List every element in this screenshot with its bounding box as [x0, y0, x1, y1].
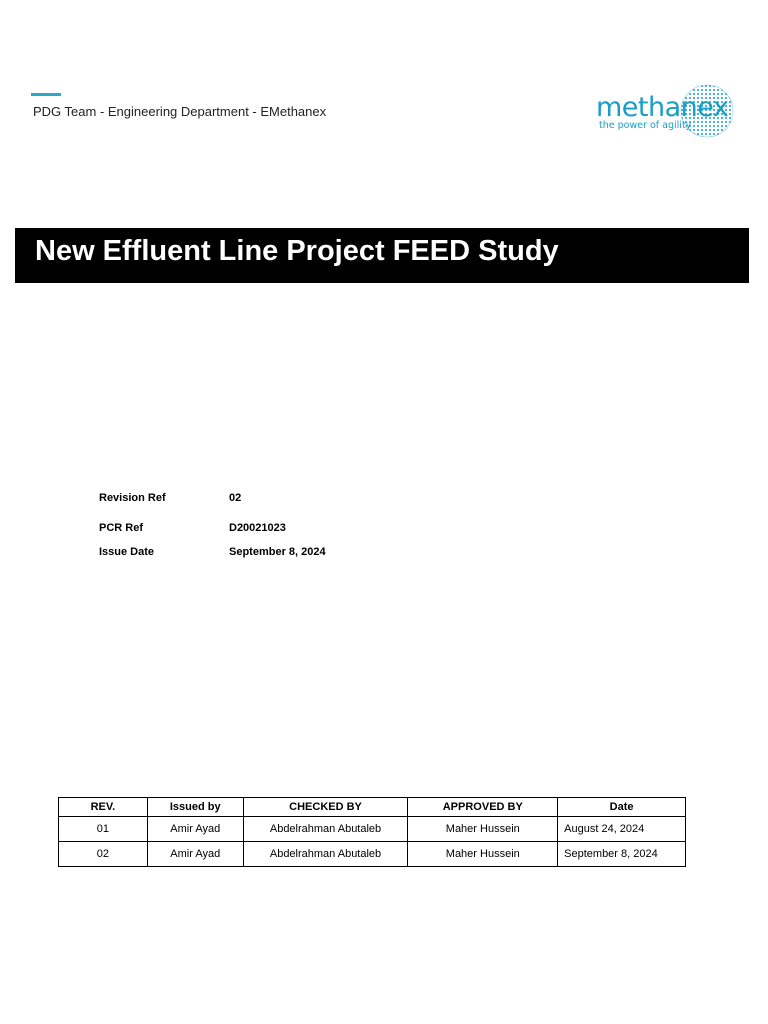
meta-label: PCR Ref: [99, 522, 144, 534]
cell-date: September 8, 2024: [558, 842, 686, 867]
cell-issued-by: Amir Ayad: [147, 842, 243, 867]
title-banner: [15, 228, 749, 283]
revision-table: [58, 797, 686, 867]
cell-rev: 01: [59, 817, 148, 842]
header-accent-line: [31, 93, 61, 96]
document-title: New Effluent Line Project FEED Study: [35, 235, 559, 267]
department-header: PDG Team - Engineering Department - EMethanex: [33, 104, 327, 119]
logo-wordmark: methanex: [596, 92, 729, 123]
header-rev: REV.: [59, 798, 148, 817]
header-checked-by: CHECKED BY: [243, 798, 408, 817]
cell-rev: 02: [59, 842, 148, 867]
table-header-row: [59, 798, 686, 817]
table-row: [59, 842, 686, 867]
cell-checked-by: Abdelrahman Abutaleb: [243, 817, 408, 842]
methanex-logo: [596, 84, 736, 140]
meta-value: September 8, 2024: [229, 546, 326, 558]
header-date: Date: [558, 798, 686, 817]
header-approved-by: APPROVED BY: [408, 798, 558, 817]
logo-tagline: the power of agility: [599, 120, 692, 131]
table-row: [59, 817, 686, 842]
cell-date: August 24, 2024: [558, 817, 686, 842]
cell-approved-by: Maher Hussein: [408, 842, 558, 867]
meta-value: D20021023: [229, 522, 286, 534]
meta-value: 02: [229, 492, 242, 504]
cell-checked-by: Abdelrahman Abutaleb: [243, 842, 408, 867]
cell-approved-by: Maher Hussein: [408, 817, 558, 842]
meta-label: Issue Date: [99, 546, 155, 558]
cell-issued-by: Amir Ayad: [147, 817, 243, 842]
header-issued-by: Issued by: [147, 798, 243, 817]
meta-label: Revision Ref: [99, 492, 166, 504]
